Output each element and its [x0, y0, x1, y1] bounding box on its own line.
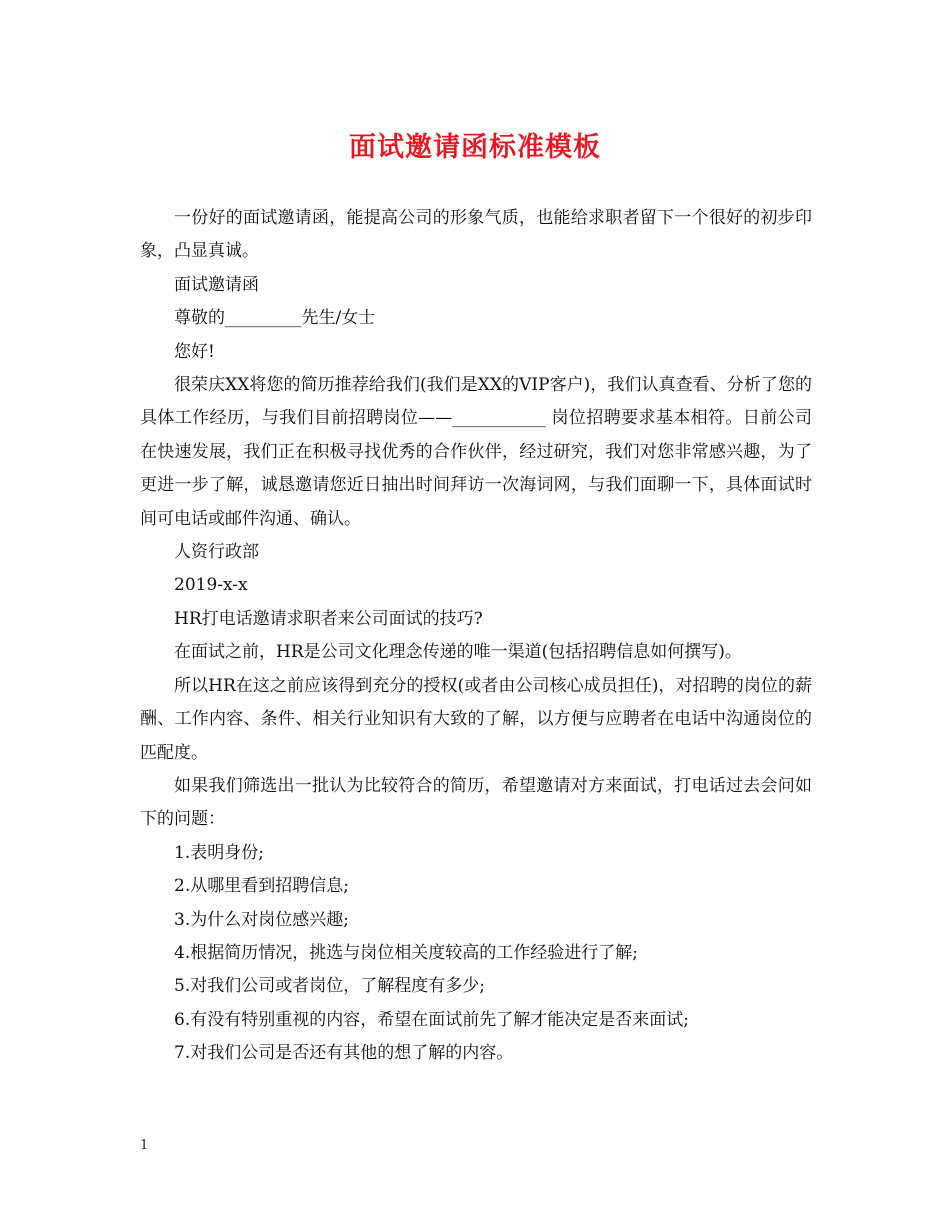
list-item: 2.从哪里看到招聘信息;	[174, 876, 349, 897]
list-item: 4.根据简历情况，挑选与岗位相关度较高的工作经验进行了解;	[174, 942, 638, 963]
list-item: 6.有没有特别重视的内容，希望在面试前先了解才能决定是否来面试;	[174, 1009, 689, 1030]
list-item: 7.对我们公司是否还有其他的想了解的内容。	[174, 1043, 514, 1064]
paragraph-intro: 一份好的面试邀请函，能提高公司的形象气质，也能给求职者留下一个很好的初步印象，凸显真诚。	[140, 208, 812, 262]
document-body	[140, 202, 812, 1071]
paragraph-tips-2: 所以HR在这之前应该得到充分的授权(或者由公司核心成员担任)，对招聘的岗位的薪酬、工作内容、条件、相关行业知识有大致的了解，以方便与应聘者在电话中沟通岗位的匹配度。	[140, 675, 812, 763]
list-item: 1.表明身份;	[174, 842, 264, 863]
list-item: 3.为什么对岗位感兴趣;	[174, 909, 349, 930]
paragraph-greeting: 您好!	[174, 341, 215, 362]
paragraph-letter-body: 很荣庆XX将您的简历推荐给我们(我们是XX的VIP客户)，我们认真查看、分析了您的具体工作经历，与我们目前招聘岗位——___________ 岗位招聘要求基本相符。日前公司在快速发展，我们正在积极寻找优秀的合作伙伴，经过研究，我们对您非常感兴趣，为了更进一步了解，诚恳邀请您近日抽出时间拜访一次海词网，与我们面聊一下，具体面试时间可电话或邮件沟通、确认。	[140, 375, 812, 529]
list-item: 5.对我们公司或者岗位，了解程度有多少;	[174, 976, 485, 997]
paragraph-salutation: 尊敬的_________先生/女士	[174, 308, 376, 329]
paragraph-tips-1: 在面试之前，HR是公司文化理念传递的唯一渠道(包括招聘信息如何撰写)。	[174, 642, 742, 663]
document-title: 面试邀请函标准模板	[349, 132, 601, 163]
paragraph-tips-3: 如果我们筛选出一批认为比较符合的简历，希望邀请对方来面试，打电话过去会问如下的问题：	[140, 775, 812, 830]
paragraph-letter-heading: 面试邀请函	[174, 274, 259, 295]
paragraph-signature-date: 2019-x-x	[174, 575, 248, 596]
paragraph-signature-department: 人资行政部	[174, 542, 259, 563]
page-number: 1	[140, 1138, 149, 1153]
paragraph-tips-heading: HR打电话邀请求职者来公司面试的技巧?	[174, 608, 483, 629]
